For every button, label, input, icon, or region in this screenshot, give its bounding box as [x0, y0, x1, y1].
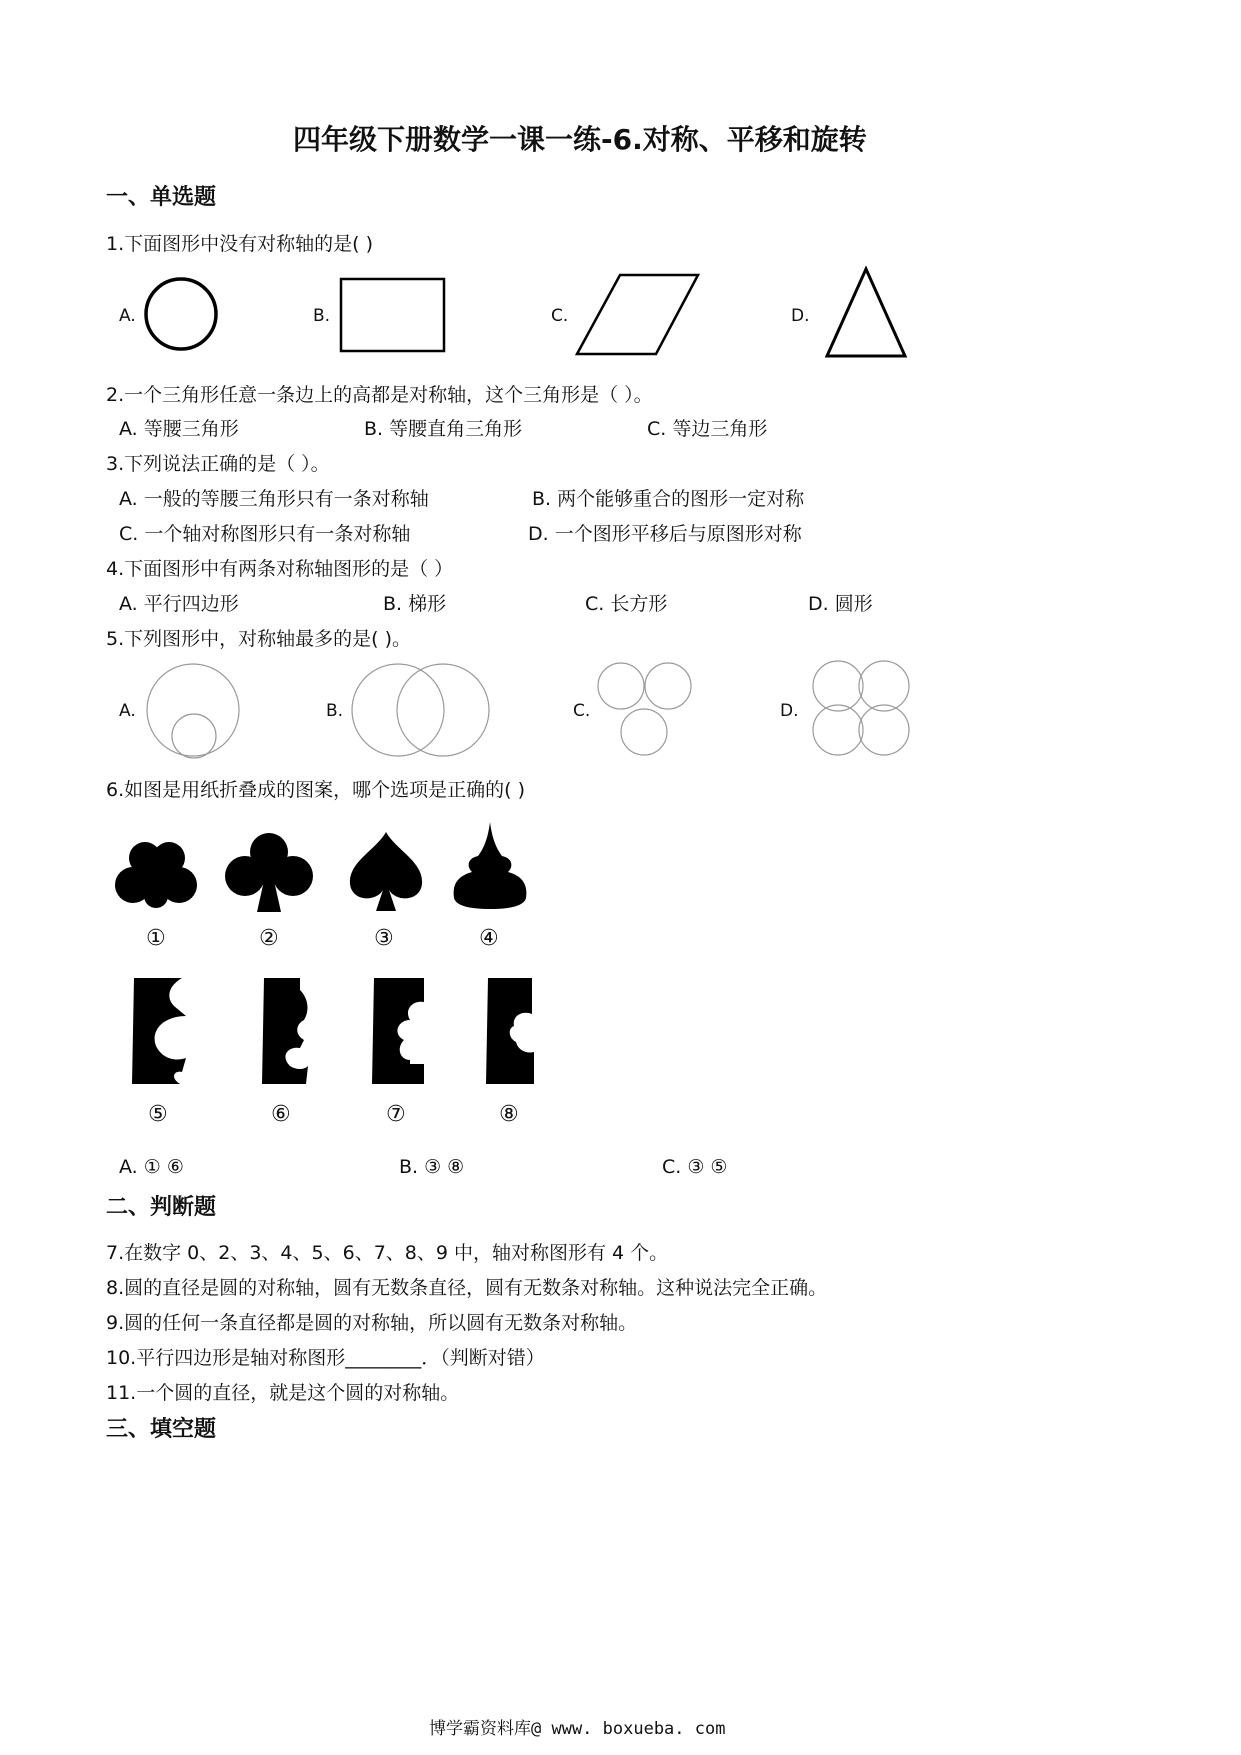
question-10: 10.平行四边形是轴对称图形________．（判断对错）: [106, 1347, 545, 1369]
q2-option-a: A. 等腰三角形: [119, 418, 239, 440]
question-11: 11.一个圆的直径，就是这个圆的对称轴。: [106, 1382, 460, 1404]
q6-number-1: ①: [146, 926, 166, 951]
question-3: 3.下列说法正确的是（ ）。: [106, 453, 330, 475]
q6-number-4: ④: [479, 926, 499, 951]
section-heading-single-choice: 一、单选题: [106, 185, 217, 210]
q5-figure-b: [350, 662, 495, 762]
question-7: 7.在数字 0、2、3、4、5、6、7、8、9 中，轴对称图形有 4 个。: [106, 1242, 669, 1264]
q5-label-d: D.: [780, 701, 799, 721]
q5-figure-c: [597, 662, 697, 762]
q5-label-b: B.: [326, 701, 344, 721]
q3-option-b: B. 两个能够重合的图形一定对称: [532, 488, 805, 510]
q6-shape-6-folded: [260, 976, 312, 1088]
question-4: 4.下面图形中有两条对称轴图形的是（ ）: [106, 558, 454, 580]
q1-rectangle-figure: [339, 277, 449, 357]
question-5: 5.下列图形中，对称轴最多的是( )。: [106, 628, 411, 650]
q6-shape-3-spade: [346, 828, 426, 913]
q2-option-c: C. 等边三角形: [647, 418, 768, 440]
section-heading-true-false: 二、判断题: [106, 1195, 217, 1220]
q6-number-7: ⑦: [386, 1102, 406, 1127]
page-title: 四年级下册数学一课一练-6.对称、平移和旋转: [293, 123, 867, 156]
q5-figure-d: [812, 660, 912, 760]
q6-number-8: ⑧: [499, 1102, 519, 1127]
question-2: 2.一个三角形任意一条边上的高都是对称轴，这个三角形是（ ）。: [106, 384, 653, 406]
q1-label-c: C.: [551, 306, 569, 326]
q3-option-c: C. 一个轴对称图形只有一条对称轴: [119, 523, 411, 545]
q6-shape-7-folded: [370, 976, 428, 1088]
q6-shape-2-club: [224, 832, 314, 912]
q6-shape-5-folded: [130, 976, 192, 1088]
q1-label-a: A.: [119, 306, 136, 326]
q4-option-c: C. 长方形: [585, 593, 668, 615]
q6-number-2: ②: [259, 926, 279, 951]
q6-number-6: ⑥: [271, 1102, 291, 1127]
q1-label-b: B.: [313, 306, 331, 326]
q5-label-c: C.: [573, 701, 591, 721]
q3-option-a: A. 一般的等腰三角形只有一条对称轴: [119, 488, 429, 510]
q5-figure-a: [145, 662, 245, 762]
question-9: 9.圆的任何一条直径都是圆的对称轴，所以圆有无数条对称轴。: [106, 1312, 638, 1334]
q6-option-b: B. ③ ⑧: [399, 1156, 465, 1178]
q3-option-d: D. 一个图形平移后与原图形对称: [528, 523, 802, 545]
q6-shape-4-gourd: [450, 822, 530, 914]
footer-watermark: 博学霸资料库@ www. boxueba. com: [429, 1719, 726, 1739]
q6-option-a: A. ① ⑥: [119, 1156, 184, 1178]
q1-circle-figure: [142, 275, 222, 355]
q4-option-a: A. 平行四边形: [119, 593, 239, 615]
q6-number-3: ③: [374, 926, 394, 951]
q1-parallelogram-figure: [574, 272, 704, 362]
q6-shape-1-three-leaf: [115, 840, 199, 910]
question-8: 8.圆的直径是圆的对称轴，圆有无数条直径，圆有无数条对称轴。这种说法完全正确。: [106, 1277, 828, 1299]
q4-option-d: D. 圆形: [808, 593, 873, 615]
q4-option-b: B. 梯形: [383, 593, 447, 615]
q2-option-b: B. 等腰直角三角形: [364, 418, 523, 440]
question-1: 1.下面图形中没有对称轴的是( ): [106, 233, 373, 255]
q6-number-5: ⑤: [148, 1102, 168, 1127]
q5-label-a: A.: [119, 701, 136, 721]
section-heading-fill-in: 三、填空题: [106, 1417, 217, 1442]
q1-label-d: D.: [791, 306, 810, 326]
question-6: 6.如图是用纸折叠成的图案，哪个选项是正确的( ): [106, 779, 525, 801]
q6-option-c: C. ③ ⑤: [662, 1156, 728, 1178]
q1-triangle-figure: [824, 265, 914, 360]
q6-shape-8-folded: [484, 976, 536, 1088]
